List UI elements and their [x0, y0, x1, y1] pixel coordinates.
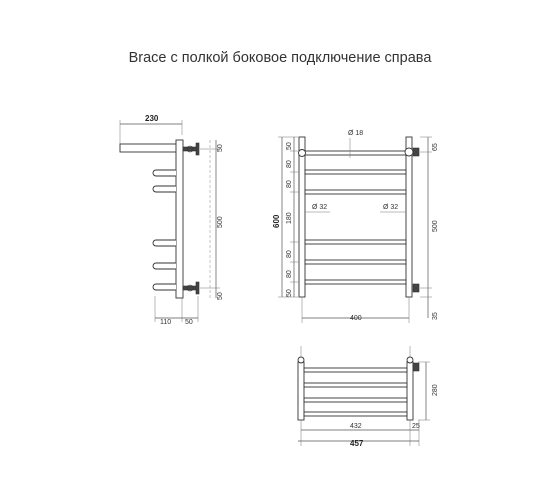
collector-diameter-left: Ø 32 — [312, 204, 328, 211]
left-step-5: 80 — [286, 250, 293, 258]
shelf-side — [120, 144, 180, 152]
side-top-width-label: 230 — [145, 114, 159, 123]
collector-diameter-right: Ø 32 — [383, 204, 399, 211]
shelf-left-cap — [298, 357, 304, 363]
front-rungs — [305, 151, 406, 284]
right-mid-label: 500 — [432, 220, 439, 232]
left-step-6: 80 — [286, 270, 293, 278]
side-height-label: 500 — [217, 216, 224, 228]
side-depth-50-label: 50 — [185, 319, 193, 326]
right-bottom-label: 35 — [432, 312, 439, 320]
shelf-height-label: 280 — [432, 384, 439, 396]
front-left-collector — [299, 137, 305, 297]
side-rungs — [153, 170, 176, 290]
shelf-inner-width-label: 432 — [350, 423, 362, 430]
top-bracket — [183, 143, 199, 155]
left-step-1: 50 — [286, 142, 293, 150]
front-right-collector — [406, 137, 412, 297]
shelf-total-width-label: 457 — [350, 439, 364, 448]
side-collector — [176, 140, 183, 298]
shelf-view — [298, 346, 439, 448]
left-step-7: 50 — [286, 289, 293, 297]
left-top-plug — [299, 150, 306, 157]
right-top-label: 65 — [432, 143, 439, 151]
right-top-connector — [405, 148, 413, 156]
front-view — [272, 130, 439, 323]
front-width-label: 400 — [350, 315, 362, 322]
side-offset-bottom-label: 50 — [217, 292, 224, 300]
pipe-diameter-label: Ø 18 — [348, 130, 364, 137]
drawing-title: Brace с полкой боковое подключение справа — [128, 50, 432, 66]
side-view — [120, 114, 224, 326]
shelf-left-collector — [298, 362, 304, 420]
shelf-fitting — [413, 363, 419, 371]
front-total-height-label: 600 — [272, 214, 281, 228]
side-depth-110-label: 110 — [160, 319, 172, 326]
shelf-rails — [304, 368, 407, 416]
shelf-side-label: 25 — [412, 423, 420, 430]
left-step-3: 80 — [286, 180, 293, 188]
left-step-2: 80 — [286, 160, 293, 168]
right-bottom-fitting — [413, 284, 419, 292]
right-top-fitting — [413, 148, 419, 156]
bottom-bracket — [183, 282, 199, 294]
shelf-right-collector — [407, 362, 413, 420]
side-offset-top-label: 50 — [217, 144, 224, 152]
shelf-right-cap — [407, 357, 413, 363]
left-step-4: 180 — [286, 212, 293, 224]
